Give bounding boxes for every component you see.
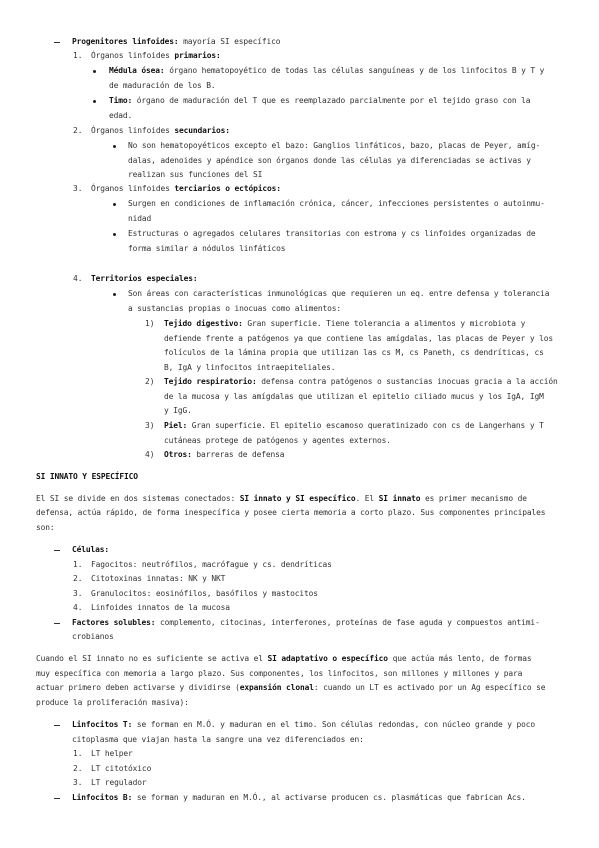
text: barreras de defensa xyxy=(191,450,285,459)
text-line: de maduración de los B. xyxy=(109,81,216,90)
text: órgano de maduración del T que es reemplazado parcialmente por el tejido graso con la xyxy=(132,96,531,105)
bullet-dot xyxy=(93,100,96,103)
bold-term: Piel: xyxy=(164,421,188,430)
text-line: a sustancias propias o inocuas como alimentos: xyxy=(128,304,342,313)
paragraph-line: produce la proliferación masiva): xyxy=(36,698,189,707)
list-number: 4) xyxy=(145,450,155,459)
text: mayoría SI específico xyxy=(178,37,281,46)
bold-term: Linfocitos B: xyxy=(72,793,133,802)
text: Órganos linfoides xyxy=(91,184,175,193)
text-line: cutáneas protege de patógenos y agentes externos. xyxy=(164,436,391,445)
bullet-dot xyxy=(113,293,116,296)
list-item-text: Granulocitos: eosinófilos, basófilos y mastocitos xyxy=(91,589,318,598)
list-number: 3. xyxy=(73,778,83,787)
list-item-text: Fagocitos: neutrófilos, macrófague y cs. dendríticas xyxy=(91,560,332,569)
bold-term: secundarios: xyxy=(174,126,230,135)
otros-line xyxy=(164,450,284,460)
list-number: 2) xyxy=(145,377,155,386)
text: Órganos linfoides xyxy=(91,51,175,60)
dash-bullet xyxy=(54,798,60,799)
factores-solubles-line xyxy=(72,618,540,628)
list-item-text: LT helper xyxy=(91,749,133,758)
text: es primer mecanismo de xyxy=(420,494,527,503)
bold-term: primarios: xyxy=(174,51,221,60)
text-line: y IgG. xyxy=(164,406,192,415)
bold-term: expansión clonal xyxy=(239,683,314,692)
bold-term: Células: xyxy=(72,545,110,554)
primarios-item xyxy=(91,51,221,61)
bullet-dot xyxy=(113,203,116,206)
list-number: 3. xyxy=(73,589,83,598)
bold-term: SI adaptativo o específico xyxy=(267,654,388,663)
list-item-text: Linfoides innatos de la mucosa xyxy=(91,603,230,612)
text: Gran superficie. Tiene tolerancia a alimentos y microbiota y xyxy=(242,319,526,328)
paragraph-line xyxy=(36,494,527,504)
bold-term: Tejido digestivo: xyxy=(164,319,243,328)
list-number: 2. xyxy=(73,764,83,773)
celulas-heading xyxy=(72,545,109,555)
bold-term: Tejido respiratorio: xyxy=(164,377,257,386)
linfocitos-b-line xyxy=(72,793,526,803)
list-number: 1. xyxy=(73,51,83,60)
bold-term: Timo: xyxy=(109,96,133,105)
section-heading: SI INNATO Y ESPECÍFICO xyxy=(36,472,138,481)
dash-bullet xyxy=(54,725,60,726)
paragraph-line xyxy=(36,683,545,693)
paragraph-line: muy específica con memoria a largo plazo. Sus componentes, los linfocitos, son millones y millones y para xyxy=(36,669,523,678)
list-item-text: LT citotóxico xyxy=(91,764,152,773)
bold-term: Linfocitos T: xyxy=(72,720,133,729)
text: Gran superficie. El epitelio escamoso queratinizado con cs de Langerhans y T xyxy=(187,421,544,430)
list-number: 4. xyxy=(73,274,83,283)
tejido-digestivo-line xyxy=(164,319,525,329)
terciarios-item xyxy=(91,184,281,194)
territorios-item xyxy=(91,274,198,284)
text: se forman y maduran en M.Ó., al activarse producen cs. plasmáticas que fabrican Acs. xyxy=(132,793,526,802)
bold-term: Factores solubles: xyxy=(72,618,156,627)
text: Cuando el SI innato no es suficiente se activa el xyxy=(36,654,268,663)
bold-term: Progenitores linfoides: xyxy=(72,37,179,46)
text: defensa contra patógenos o sustancias inocuas gracia a la acción xyxy=(256,377,558,386)
text-line: nidad xyxy=(128,214,152,223)
bold-term: SI innato xyxy=(378,494,421,503)
list-number: 2. xyxy=(73,574,83,583)
text-line: de la mucosa y las amígdalas que utilizan el epitelio ciliado mucus y los IgA, IgM xyxy=(164,392,544,401)
text-line: folículos de la lámina propia que utilizan las cs M, cs Paneth, cs dendríticas, cs xyxy=(164,348,544,357)
text: Órganos linfoides xyxy=(91,126,175,135)
bullet-dot xyxy=(93,70,96,73)
medula-osea-line xyxy=(109,66,544,76)
text-line: realizan sus funciones del SI xyxy=(128,170,263,179)
list-number: 2. xyxy=(73,126,83,135)
bold-term: terciarios o ectópicos: xyxy=(174,184,281,193)
bullet-dot xyxy=(113,233,116,236)
list-item-text: LT regulador xyxy=(91,778,147,787)
text: órgano hematopoyético de todas las células sanguíneas y de los linfocitos B y T y xyxy=(164,66,545,75)
bold-term: Territorios especiales: xyxy=(91,274,198,283)
paragraph-line: son: xyxy=(36,523,55,532)
text-line: Surgen en condiciones de inflamación crónica, cáncer, infecciones persistentes o autoinmu- xyxy=(128,199,545,208)
bold-term: Otros: xyxy=(164,450,192,459)
text: complemento, citocinas, interferones, proteínas de fase aguda y compuestos antimi- xyxy=(155,618,540,627)
timo-line xyxy=(109,96,530,106)
list-number: 1. xyxy=(73,560,83,569)
list-number: 4. xyxy=(73,603,83,612)
dash-bullet xyxy=(54,623,60,624)
text-line: forma similar a nódulos linfáticos xyxy=(128,244,286,253)
progenitores-heading xyxy=(72,37,280,47)
list-number: 3. xyxy=(73,184,83,193)
piel-line xyxy=(164,421,544,431)
text-line: dalas, adenoides y apéndice son órganos donde las células ya diferenciadas se activas y xyxy=(128,156,531,165)
linfocitos-t-line xyxy=(72,720,535,730)
list-number: 1) xyxy=(145,319,155,328)
bold-term: SI innato y SI específico xyxy=(239,494,356,503)
list-number: 3) xyxy=(145,421,155,430)
secundarios-item xyxy=(91,126,230,136)
text-line: B, IgA y linfocitos intraepiteliales. xyxy=(164,363,336,372)
dash-bullet xyxy=(54,550,60,551)
text: . El xyxy=(355,494,379,503)
list-number: 1. xyxy=(73,749,83,758)
tejido-respiratorio-line xyxy=(164,377,558,387)
text: se forman en M.Ó. y maduran en el timo. Son células redondas, con núcleo grande y poco xyxy=(132,720,536,729)
text: que actúa más lento, de formas xyxy=(387,654,532,663)
text-line: Son áreas con características inmunológicas que requieren un eq. entre defensa y tolerancia xyxy=(128,289,550,298)
text-line: defiende frente a patógenos ya que contiene las amígdalas, las placas de Peyer y los xyxy=(164,334,553,343)
paragraph-line xyxy=(36,654,532,664)
bullet-dot xyxy=(113,145,116,148)
text: El SI se divide en dos sistemas conectados: xyxy=(36,494,240,503)
text-line: crobianos xyxy=(72,632,114,641)
paragraph-line: defensa, actúa rápido, de forma inespecífica y posee cierta memoria a corto plazo. Sus componentes principales xyxy=(36,508,546,517)
text-line: citoplasma que viajan hasta la sangre una vez diferenciados en: xyxy=(72,735,364,744)
text-line: Estructuras o agregados celulares transitorias con estroma y cs linfoides organizadas de xyxy=(128,229,536,238)
text: actuar primero deben activarse y dividirse ( xyxy=(36,683,240,692)
text-line: No son hematopoyéticos excepto el bazo: Ganglios linfáticos, bazo, placas de Peyer, amíg- xyxy=(128,141,541,150)
text: : cuando un LT es activado por un Ag específico se xyxy=(313,683,546,692)
text-line: edad. xyxy=(109,111,133,120)
list-item-text: Citotoxinas innatas: NK y NKT xyxy=(91,574,226,583)
dash-bullet xyxy=(54,42,60,43)
bold-term: Médula ósea: xyxy=(109,66,165,75)
